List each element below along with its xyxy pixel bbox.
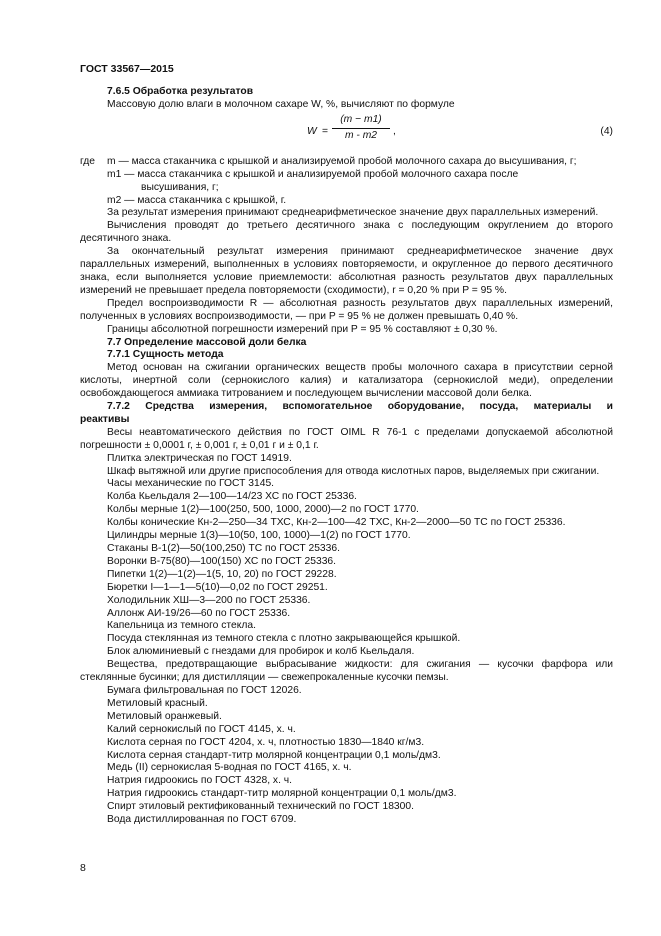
where-label: где — [80, 155, 96, 167]
list-item: Натрия гидроокись стандарт-титр молярной концентрации 0,1 моль/дм3. — [107, 788, 457, 800]
formula-comma: , — [393, 125, 396, 137]
list-item: Воронки В-75(80)—100(150) ХС по ГОСТ 25336. — [107, 555, 337, 567]
list-item: Натрия гидроокись по ГОСТ 4328, х. ч. — [107, 775, 293, 787]
list-item: Цилиндры мерные 1(3)—10(50, 100, 1000)—1(2) по ГОСТ 1770. — [107, 530, 411, 542]
where-block — [80, 156, 613, 169]
list-item: Медь (II) сернокислая 5-водная по ГОСТ 4165, х. ч. — [107, 762, 352, 774]
subsection-title: 7.7.1 Сущность метода — [107, 349, 224, 361]
list-item: Бумага фильтровальная по ГОСТ 12026. — [107, 684, 302, 696]
list-item: Метиловый красный. — [107, 697, 208, 709]
paragraph: За результат измерения принимают среднеарифметическое значение двух параллельных измерений. — [107, 207, 599, 219]
formula-number: (4) — [600, 125, 613, 137]
list-item: Блок алюминиевый с гнездами для пробирок и колб Кьельдаля. — [107, 646, 415, 658]
section-title: 7.6.5 Обработка результатов — [107, 86, 254, 97]
list-item: Бюретки I—1—1—5(10)—0,02 по ГОСТ 29251. — [107, 581, 328, 593]
where-m1-a: m1 — масса стаканчика с крышкой и анализируемой пробой молочного сахара после — [107, 168, 519, 180]
formula-numerator: (m − m1) — [332, 114, 390, 129]
formula-equals: = — [322, 125, 329, 137]
equipment-list — [80, 427, 613, 827]
list-item: Аллонж АИ-19/26—60 по ГОСТ 25336. — [107, 607, 291, 619]
page-content — [80, 86, 613, 827]
paragraph: Границы абсолютной погрешности измерений при P = 95 % составляют ± 0,30 %. — [107, 323, 498, 335]
document-code: ГОСТ 33567—2015 — [80, 63, 174, 75]
list-item: Кислота серная стандарт-титр молярной концентрации 0,1 моль/дм3. — [107, 749, 441, 761]
section-title: 7.7 Определение массовой доли белка — [107, 336, 307, 348]
list-item: Плитка электрическая по ГОСТ 14919. — [107, 452, 292, 464]
list-item: Шкаф вытяжной или другие приспособления для отвода кислотных паров, выделяемых при сжигании. — [107, 465, 600, 477]
formula-lhs: W — [307, 125, 317, 137]
list-item: Вода дистиллированная по ГОСТ 6709. — [107, 814, 297, 826]
subsection-title: 7.7.2 Средства измерения, вспомогательное оборудование, посуда, материалы и — [107, 401, 613, 413]
list-item: Стаканы В-1(2)—50(100,250) ТС по ГОСТ 25336. — [107, 543, 340, 554]
where-m: m — масса стаканчика с крышкой и анализируемой пробой молочного сахара до высушивания, г; — [107, 155, 577, 167]
paragraph: Массовую долю влаги в молочном сахаре W, %, вычисляют по формуле — [107, 98, 455, 110]
list-item: Посуда стеклянная из темного стекла с плотно закрывающейся крышкой. — [107, 633, 461, 645]
formula-4 — [80, 114, 613, 154]
list-item: Весы неавтоматического действия по ГОСТ OIML R 76-1 с пределами допускаемой абсолютной погрешности ± 0,0001 г, ± 0,001 г, ± 0,01 г и ± 0,1 г. — [80, 426, 613, 451]
list-item: Колбы мерные 1(2)—100(250, 500, 1000, 2000)—2 по ГОСТ 1770. — [107, 504, 419, 516]
paragraph: Вычисления проводят до третьего десятичного знака с последующим округлением до второго десятичного знака. — [80, 220, 613, 245]
paragraph: Метод основан на сжигании органических веществ пробы молочного сахара в присутствии серной кислоты, инертной соли (сернокислого калия) и катализатора (сернокислой меди), определении освобождающегося аммиака титрованием и последующем вычислении массовой доли белка. — [80, 362, 613, 400]
list-item: Метиловый оранжевый. — [107, 710, 222, 722]
list-item: Пипетки 1(2)—1(2)—1(5, 10, 20) по ГОСТ 29228. — [107, 568, 337, 580]
list-item: Холодильник ХШ—3—200 по ГОСТ 25336. — [107, 594, 311, 606]
list-item: Кислота серная по ГОСТ 4204, х. ч, плотностью 1830—1840 кг/м3. — [107, 736, 425, 748]
list-item: Калий сернокислый по ГОСТ 4145, х. ч. — [107, 723, 296, 735]
list-item: Часы механические по ГОСТ 3145. — [107, 478, 275, 490]
where-m1-b: высушивания, г; — [141, 181, 219, 193]
subsection-title-cont: реактивы — [80, 413, 130, 425]
paragraph: Предел воспроизводимости R — абсолютная разность результатов двух параллельных измерений, полученных в условиях воспроизводимости, — при P = 95 % не должен превышать 0,40 %. — [80, 297, 613, 322]
list-item: Колба Кьельдаля 2—100—14/23 ХС по ГОСТ 25336. — [107, 491, 357, 503]
formula-fraction — [332, 114, 390, 143]
where-m2: m2 — масса стаканчика с крышкой, г. — [107, 194, 287, 206]
page-number: 8 — [80, 862, 86, 874]
list-item: Колбы конические Кн-2—250—34 ТХС, Кн-2—100—42 ТХС, Кн-2—2000—50 ТС по ГОСТ 25336. — [107, 517, 566, 529]
formula-denominator: m - m2 — [344, 129, 378, 141]
list-item: Спирт этиловый ректификованный технический по ГОСТ 18300. — [107, 801, 414, 813]
list-item: Капельница из темного стекла. — [107, 620, 256, 632]
list-item: Вещества, предотвращающие выбрасывание жидкости: для сжигания — кусочки фарфора или стеклянные бусинки; для дистилляции — свежепрокаленные кусочки пемзы. — [80, 659, 613, 684]
paragraph: За окончательный результат измерения принимают среднеарифметическое значение двух параллельных измерений, выполненных в условиях повторяемости, и округленное до первого десятичного знака, если выполняется условие приемлемости: абсолютная разность результатов двух параллельных измерений не превышает предела повторяемости (сходимости), r = 0,20 % при P = 95 %. — [80, 246, 613, 296]
